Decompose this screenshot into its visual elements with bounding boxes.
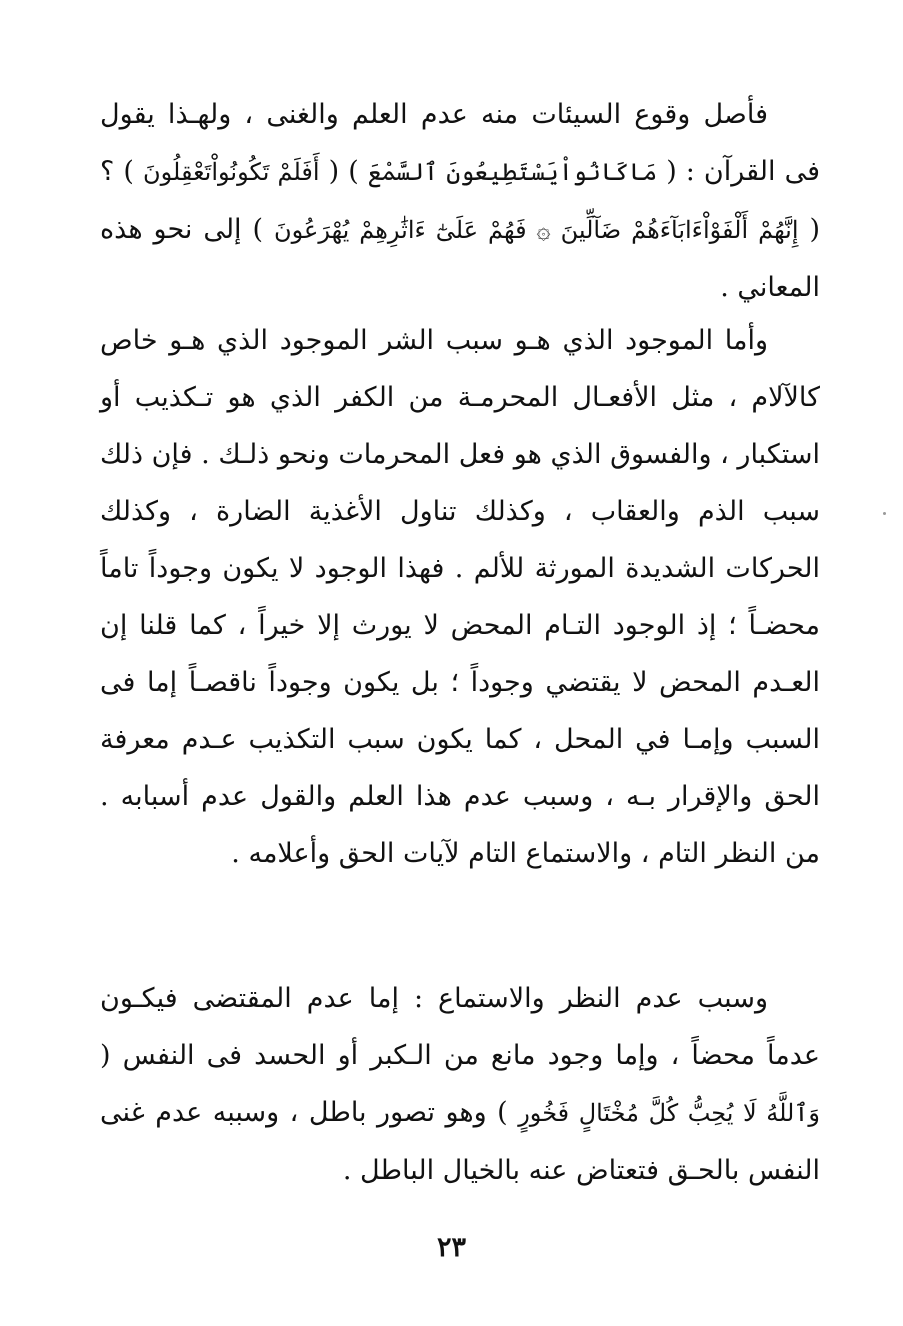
- paragraph-1-text: فأصل وقوع السيئات منه عدم العلم والغنى ، ولهـذا يقول فى القرآن : (: [100, 99, 820, 187]
- quran-verse: أَفَلَمْ تَكُونُواْتَعْقِلُونَ: [142, 158, 320, 186]
- paragraph-3: [100, 970, 820, 1199]
- paragraph-2: [100, 312, 820, 882]
- paragraph-1-text: ) ؟ (: [100, 156, 820, 245]
- page-number: ٢٣: [436, 1232, 466, 1263]
- paragraph-1-text: ) إلى نحو هذه المعاني .: [100, 214, 820, 303]
- quran-verse: مَاكَانُواْيَسْتَطِيعُونَ ٱلسَّمْعَ: [367, 158, 658, 186]
- scan-artifact: [883, 512, 886, 515]
- paragraph-1: [100, 86, 820, 316]
- quran-verse: إِنَّهُمْ أَلْفَوْاْءَابَآءَهُمْ ضَآلِّينَ ۞ فَهُمْ عَلَىٰٓ ءَاثَٰرِهِمْ يُهْرَعُونَ: [273, 216, 799, 244]
- paragraph-3-text: ) وهو تصور باطل ، وسببه عدم غنى النفس بالحـق فتعتاض عنه بالخيال الباطل .: [100, 1097, 820, 1186]
- paragraph-2-text: وأما الموجود الذي هـو سبب الشر الموجود الذي هـو خاص كالآلام ، مثل الأفعـال المحرمـة من الكفر الذي هو تـكذيب أو استكبار ، والفسوق الذي هو فعل المحرمات ونحو ذلـك . فإن ذلك سبب الذم والعقاب ، وكذلك تناول الأغذية الضارة ، وكذلك الحركات الشديدة المورثة للألم . فهذا الوجود لا يكون وجوداً تاماً محضـاً ؛ إذ الوجود التـام المحض لا يورث إلا خيراً ، كما قلنا إن العـدم المحض لا يقتضي وجوداً ؛ بل يكون وجوداً ناقصـاً إما فى السبب وإمـا في المحل ، كما يكون سبب التكذيب عـدم معرفة الحق والإقرار بـه ، وسبب عدم هذا العلم والقول عدم أسبابه . من النظر التام ، والاستماع التام لآيات الحق وأعلامه .: [100, 325, 820, 869]
- paragraph-3-text: وسبب عدم النظر والاستماع : إما عدم المقتضى فيكـون عدماً محضاً ، وإما وجود مانع من الـكبر أو الحسد فى النفس (: [100, 983, 820, 1071]
- quran-verse: وَٱللَّهُ لَا يُحِبُّ كُلَّ مُخْتَالٍ فَخُورٍ: [518, 1099, 820, 1127]
- paragraph-1-text: ) (: [319, 156, 368, 187]
